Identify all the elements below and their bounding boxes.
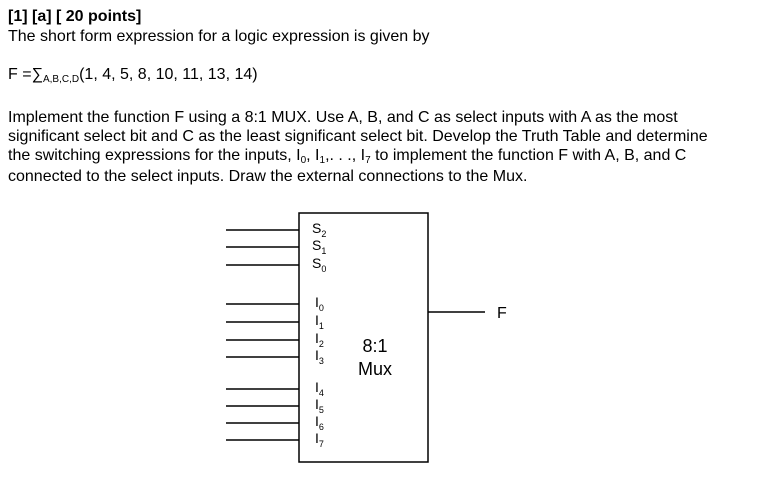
text-run: ,. . ., I bbox=[325, 147, 366, 164]
intro-text: The short form expression for a logic expression is given by bbox=[8, 28, 430, 45]
pin-label-i0: $I_0$ bbox=[315, 294, 324, 313]
pin-label-s1: $S_1$ bbox=[312, 237, 327, 256]
subscript: 1 bbox=[319, 155, 326, 166]
instructions-line: connected to the select inputs. Draw the external connections to the Mux. bbox=[8, 168, 528, 185]
output-label: F bbox=[497, 305, 507, 322]
subscript: 7 bbox=[365, 155, 371, 166]
text-run: the switching expressions for the inputs, I bbox=[8, 147, 301, 164]
pin-label-s2: $S_2$ bbox=[312, 220, 327, 239]
text-run: , I bbox=[306, 147, 320, 164]
expression-minterms: (1, 4, 5, 8, 10, 11, 13, 14) bbox=[79, 66, 258, 83]
pin-label-i4: $I_4$ bbox=[315, 379, 324, 398]
pin-label-i1: $I_1$ bbox=[315, 312, 324, 331]
subscript: 0 bbox=[300, 155, 307, 166]
instructions-line: significant select bit and C as the least significant select bit. Develop the Truth Table and determine bbox=[8, 128, 708, 145]
pin-label-i7: $I_7$ bbox=[315, 430, 324, 449]
pin-label-i6: $I_6$ bbox=[315, 413, 324, 432]
pin-label-i3: $I_3$ bbox=[315, 347, 324, 366]
sigma-symbol: ∑ bbox=[31, 66, 43, 83]
text-run: to implement the function F with A, B, and C bbox=[370, 147, 687, 164]
pin-label-i5: $I_5$ bbox=[315, 396, 324, 415]
mux-label-name: Mux bbox=[357, 359, 393, 379]
expression-lhs: F = bbox=[8, 66, 32, 83]
pin-label-i2: $I_2$ bbox=[315, 330, 324, 349]
expression-subscript: A,B,C,D bbox=[42, 74, 80, 85]
question-header: [1] [a] [ 20 points] bbox=[8, 8, 142, 25]
pin-label-s0: $S_0$ bbox=[312, 255, 327, 274]
instructions-line: Implement the function F using a 8:1 MUX. Use A, B, and C as select inputs with A as the most bbox=[8, 109, 678, 126]
mux-label-ratio: 8:1 bbox=[362, 336, 388, 356]
